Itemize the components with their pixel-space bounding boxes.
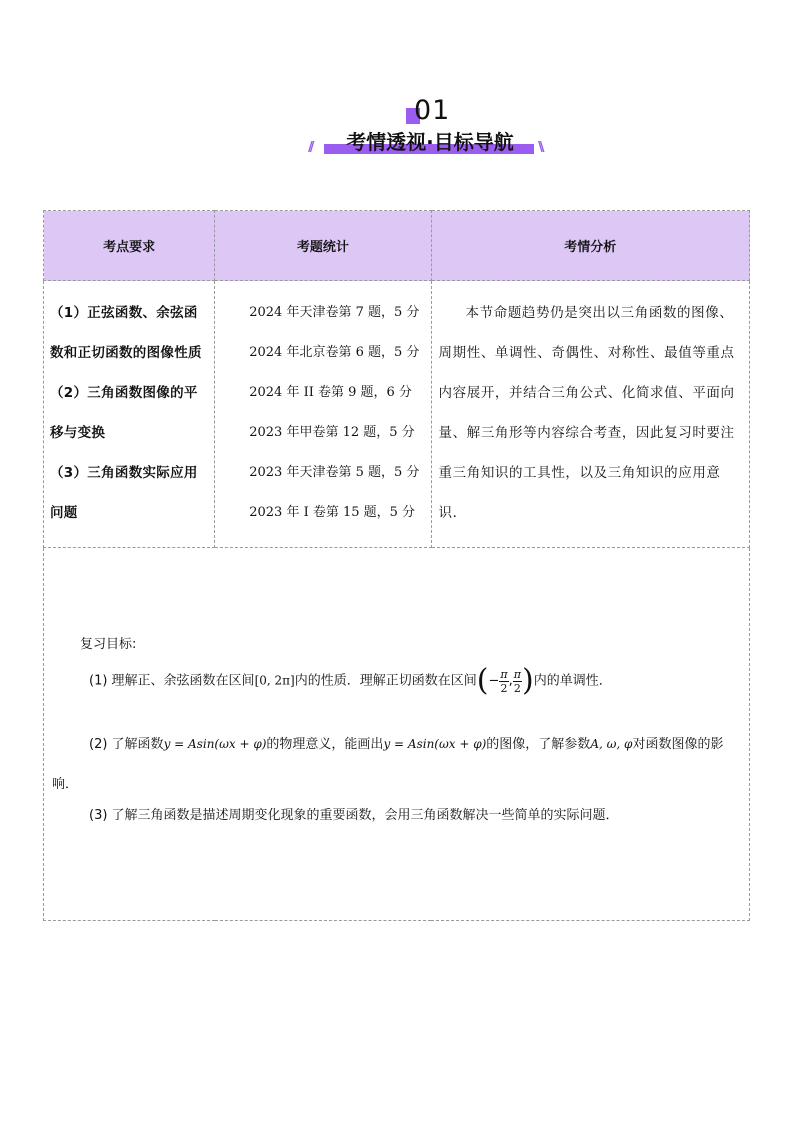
goal-2-formula: y = Asin(ωx + φ) — [163, 737, 267, 751]
analysis-cell — [431, 281, 749, 548]
goal-2-formula-repeat: y = Asin(ωx + φ) — [383, 737, 487, 751]
goals-heading: 复习目标: — [80, 637, 137, 652]
statistics-cell — [215, 281, 431, 548]
goal-1-comma: , — [508, 673, 513, 689]
goal-2-text-d: 对函数图像的影响． — [52, 737, 724, 792]
goal-1-paren-close: ) — [521, 663, 534, 698]
analysis-text: 本节命题趋势仍是突出以三角函数的图像、周期性、单调性、奇偶性、对称性、最值等重点内容展开，并结合三角公式、化简求值、平面向量、解三角形等内容综合考查，因此复习时要注重三角知识的工具性，以及三角知识的应用意识． — [438, 305, 735, 521]
section-title-block — [310, 128, 550, 160]
goal-1-text-c: 内的单调性． — [533, 673, 612, 689]
header-requirements: 考点要求 — [44, 211, 215, 281]
stat-line: 2023 年天津卷第 5 题，5 分 — [249, 465, 420, 480]
requirement-line: 数和正切函数的图像性质 — [50, 345, 202, 361]
section-header — [0, 88, 794, 168]
header-statistics: 考题统计 — [215, 211, 431, 281]
goal-2-text-b: 的物理意义，能画出 — [266, 737, 384, 752]
goals-cell — [44, 548, 750, 921]
goal-3: (3) 了解三角函数是描述周期变化现象的重要函数，会用三角函数解决一些简单的实际问题． — [89, 808, 619, 823]
stat-line: 2023 年 I 卷第 15 题，5 分 — [249, 505, 416, 520]
goal-1-paren-open: ( — [476, 663, 489, 698]
stat-line: 2024 年天津卷第 7 题，5 分 — [249, 305, 420, 320]
stat-line: 2024 年北京卷第 6 题，5 分 — [249, 345, 420, 360]
goal-1-minus: − — [488, 673, 500, 689]
goal-1-text-a: (1) 理解正、余弦函数在区间 — [89, 673, 255, 689]
exam-info-table — [43, 210, 750, 921]
stat-line: 2024 年 II 卷第 9 题，6 分 — [249, 385, 412, 400]
requirement-line: 问题 — [50, 505, 78, 521]
header-analysis: 考情分析 — [431, 211, 749, 281]
table-header-row — [44, 211, 750, 281]
goal-2-text-a: (2) 了解函数 — [89, 737, 164, 752]
goal-2 — [52, 724, 742, 805]
goal-2-params: A, ω, φ — [590, 737, 633, 751]
goal-1-frac-left: $\frac{\pi}{2}$ — [500, 667, 508, 695]
goals-row — [44, 548, 750, 921]
goal-1 — [89, 663, 749, 698]
section-number-block — [404, 96, 450, 126]
section-title-deco-right: \\ — [538, 140, 542, 155]
requirement-line: （3）三角函数实际应用 — [50, 465, 198, 481]
goal-2-text-c: 的图像，了解参数 — [486, 737, 591, 752]
requirement-line: （2）三角函数图像的平 — [50, 385, 198, 401]
goal-1-text-b: 内的性质．理解正切函数在区间 — [294, 673, 477, 689]
requirement-line: （1）正弦函数、余弦函 — [50, 305, 198, 321]
goal-1-interval: [0, 2π] — [254, 673, 295, 688]
requirements-cell — [44, 281, 215, 548]
goal-1-frac-right: $\frac{\pi}{2}$ — [513, 667, 521, 695]
section-title: 考情透视·目标导航 — [346, 130, 514, 154]
requirement-line: 移与变换 — [50, 425, 106, 441]
table-content-row — [44, 281, 750, 548]
stat-line: 2023 年甲卷第 12 题，5 分 — [249, 425, 415, 440]
section-number: 01 — [414, 95, 451, 126]
section-title-deco-left: // — [308, 140, 312, 155]
